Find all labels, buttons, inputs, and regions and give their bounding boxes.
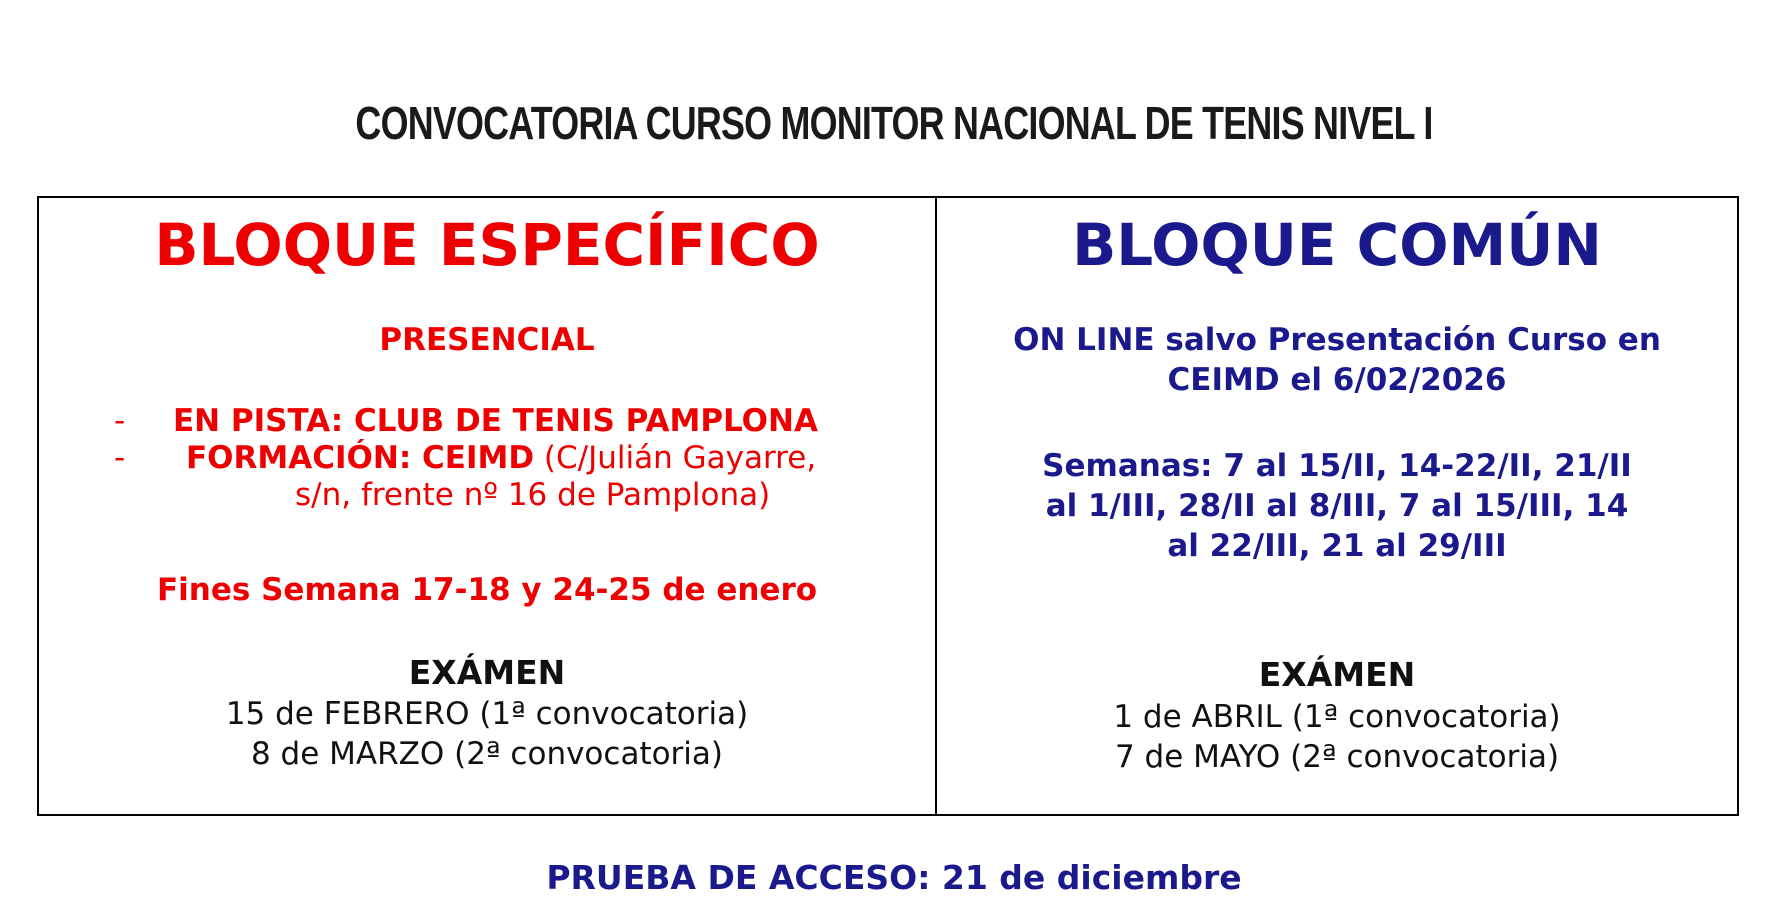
venue-training-label: FORMACIÓN: CEIMD bbox=[186, 440, 535, 476]
common-block-heading: BLOQUE COMÚN bbox=[1072, 211, 1602, 279]
specific-exam-second: 8 de MARZO (2ª convocatoria) bbox=[250, 736, 724, 772]
venue-training-address-b: s/n, frente nº 16 de Pamplona) bbox=[295, 477, 771, 513]
common-weeks-line2: al 1/III, 28/II al 8/III, 7 al 15/III, 14 bbox=[1045, 488, 1629, 524]
common-exam-second: 7 de MAYO (2ª convocatoria) bbox=[1114, 739, 1560, 775]
common-mode-line1: ON LINE salvo Presentación Curso en bbox=[1013, 322, 1661, 358]
specific-exam-first: 15 de FEBRERO (1ª convocatoria) bbox=[225, 696, 749, 732]
specific-block-heading: BLOQUE ESPECÍFICO bbox=[154, 211, 820, 279]
specific-dates: Fines Semana 17-18 y 24-25 de enero bbox=[156, 572, 818, 608]
venue-court-text: EN PISTA: CLUB DE TENIS PAMPLONA bbox=[173, 403, 818, 439]
document-title: CONVOCATORIA CURSO MONITOR NACIONAL DE TENIS NIVEL I bbox=[355, 97, 1433, 149]
access-test-date: PRUEBA DE ACCESO: 21 de diciembre bbox=[546, 858, 1242, 897]
common-weeks-line3: al 22/III, 21 al 29/III bbox=[1167, 528, 1507, 564]
common-weeks-line1: Semanas: 7 al 15/II, 14-22/II, 21/II bbox=[1042, 448, 1632, 484]
specific-exam-title: EXÁMEN bbox=[408, 653, 566, 692]
venue-item-training bbox=[39, 440, 935, 477]
venue-training-address-a: (C/Julián Gayarre, bbox=[543, 440, 817, 476]
venue-item-training-cont bbox=[39, 477, 935, 514]
specific-block bbox=[39, 198, 937, 814]
common-block bbox=[937, 198, 1737, 814]
specific-mode: PRESENCIAL bbox=[379, 322, 595, 358]
venue-item-court bbox=[39, 403, 935, 440]
list-dash: - bbox=[114, 440, 126, 476]
common-exam-first: 1 de ABRIL (1ª convocatoria) bbox=[1113, 699, 1561, 735]
common-mode-line2: CEIMD el 6/02/2026 bbox=[1167, 362, 1507, 398]
venue-list bbox=[39, 403, 935, 514]
list-dash: - bbox=[114, 403, 126, 439]
blocks-table bbox=[37, 196, 1739, 816]
common-exam-title: EXÁMEN bbox=[1258, 655, 1416, 694]
